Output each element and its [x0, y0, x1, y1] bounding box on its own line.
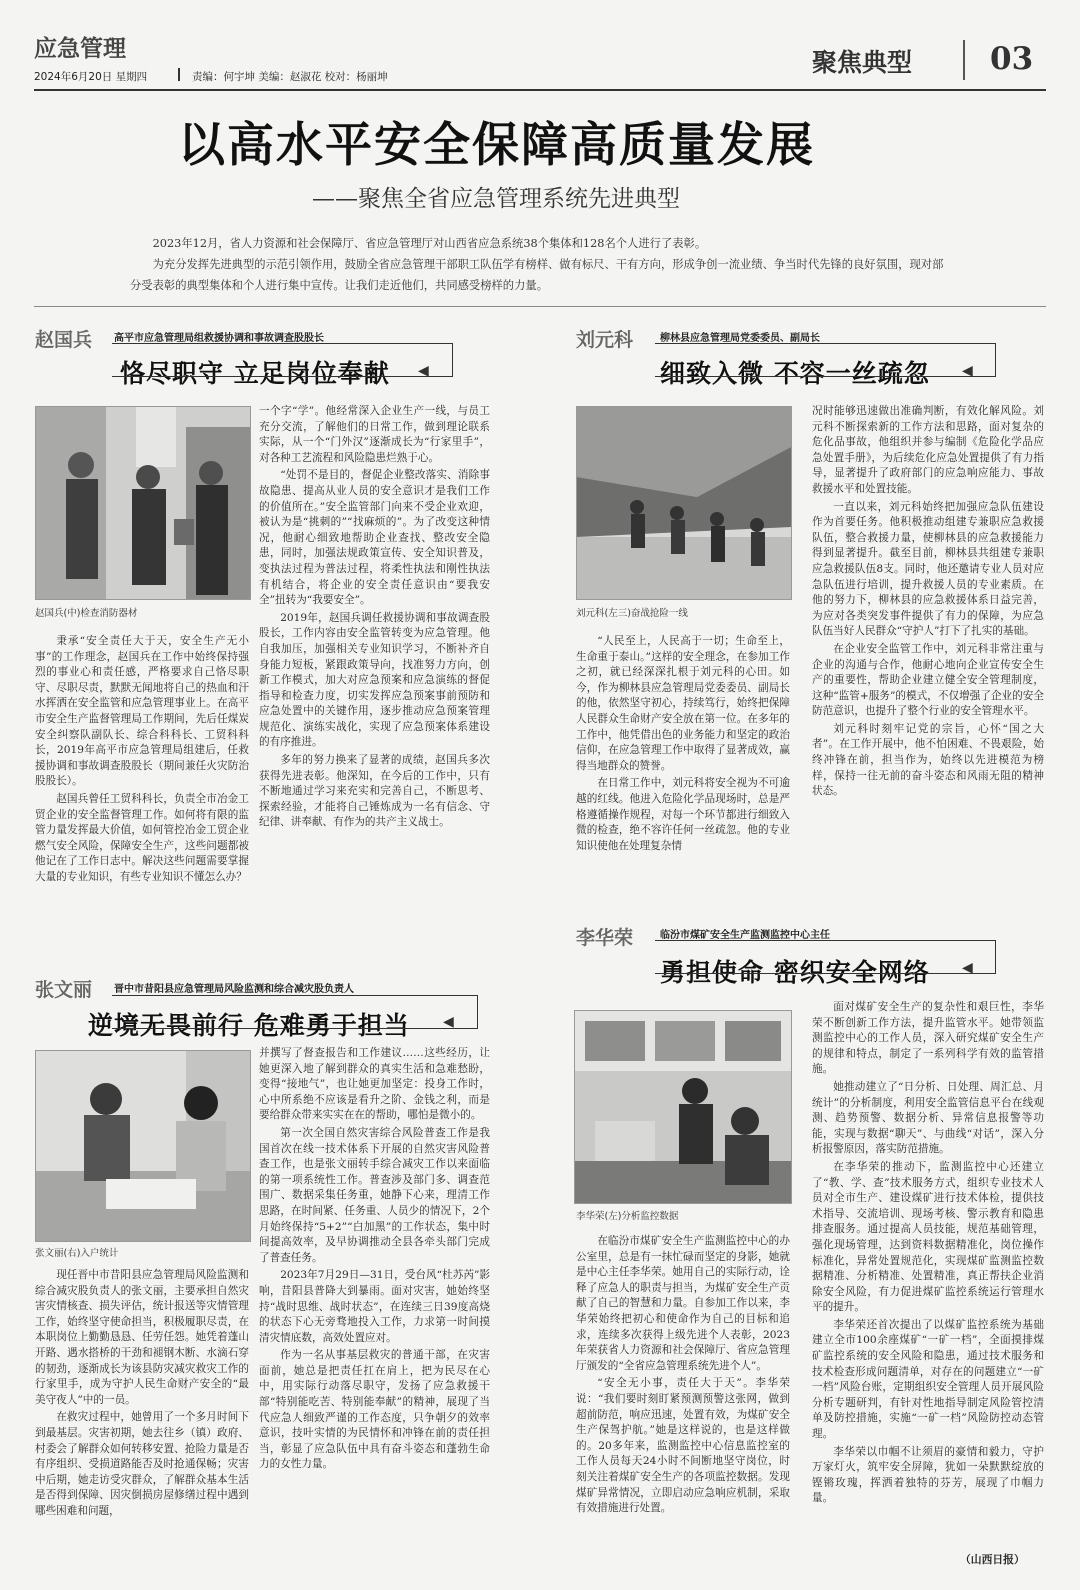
headline-bracket-zhao	[112, 343, 453, 377]
paragraph: 她推动建立了“日分析、日处理、周汇总、月统计”的分析制度，利用安全监管信息平台在线观测、趋势预警、数据分析、异常信息报警等功能，实现与数据“聊天”、与曲线“对话”，深入分析报警原因，落实防范措施。	[812, 1080, 1044, 1156]
paragraph: 第一次全国自然灾害综合风险普查工作是我国首次在线一技术体系下开展的自然灾害风险普查工作，也是张文丽转手综合减灾工作以来面临的第一项系统性工作。普查涉及部门多、调查范围广、数据采集任务重，她静下心来，理清工作思路，在时间紧、任务重、人员少的情况下，2个月始终保持“5+2”“白加黑”的工作状态，集中时间提高效率，及早协调推动全县各牵头部门完成了普查任务。	[259, 1126, 490, 1264]
paragraph: 作为一名从事基层救灾的普通干部，在灾害面前，她总是把责任扛在肩上，把为民尽在心中，用实际行动落尽职守，发扬了应急救援干部“特别能吃苦、特别能奉献”的精神，展现了当代应急人细致严谨的工作态度，只争朝夕的效率意识，技叶实情的为民情怀和冲锋在前的责任担当，彰显了应急队伍中具有奋斗姿态和蓬勃生命力的女性力量。	[259, 1349, 490, 1471]
paragraph: 李华荣以巾帼不让须眉的豪情和毅力，守护万家灯火，筑牢安全屏障，犹如一朵默默绽放的铿锵玫瑰，挥洒着独特的芬芳，展现了巾帼力量。	[812, 1445, 1044, 1505]
article-column-li-right	[812, 1000, 1044, 1552]
paragraph: 在救灾过程中，她曾用了一个多月时间下到最基层。灾害初期，她去往乡（镇）政府、村委会了解群众如何转移安置、抢险力量是否有序组织、受损道路能否及时抢通保畅；灾害中后期，她走访受灾群众，了解群众基本生活是否得到保障、因灾倒损房屋修缮过程中遇到哪些困难和问题，	[35, 1411, 249, 1517]
article-column-li-left	[576, 1234, 790, 1566]
photo-li	[574, 1010, 792, 1204]
article-column-liu-left	[576, 634, 790, 874]
paragraph: 面对煤矿安全生产的复杂性和艰巨性，李华荣不断创新工作方法，提升监管水平。她带领监测监控中心的工作人员，深入研究煤矿安全生产的规律和特点，制定了一系列科学有效的监管措施。	[812, 1001, 1044, 1076]
main-title: 以高水平安全保障高质量发展	[178, 118, 815, 173]
intro-paragraph-2: 为充分发挥先进典型的示范引领作用，鼓励全省应急管理干部职工队伍学有榜样、做有标尺、干有方向，形成争创一流业绩、争当时代先锋的良好氛围，现对部分受表彰的典型集体和个人进行集中宣传。让我们走近他们，共同感受榜样的力量。	[130, 258, 944, 292]
main-subtitle: ——聚焦全省应急管理系统先进典型	[312, 186, 680, 212]
paragraph: 2023年7月29日—31日，受台风“杜苏芮”影响，昔阳县普降大到暴雨。面对灾害，她始终坚持“战时思维、战时状态”，在连续三日39度高烧的状态下心无旁骛地投入工作，力求第一时间摸清灾情底数，高效处置应对。	[259, 1269, 490, 1344]
paragraph: 况时能够迅速做出准确判断，有效化解风险。刘元科不断探索新的工作方法和思路，面对复杂的危化品事故，他组织并参与编制《危险化学品应急处置手册》，为后续危化应急处置提供了有力指导，显著提升了政府部门的应急响应能力、事故救援水平和处置技能。	[812, 405, 1044, 495]
paragraph: 刘元科时刻牢记党的宗旨，心怀“国之大者”。在工作开展中，他不怕困难、不畏艰险，始终冲锋在前，担当作为，始终以先进模范为榜样，保持一往无前的奋斗姿态和风雨无阻的精神状态。	[812, 722, 1044, 798]
page-number: 03	[990, 41, 1034, 77]
profile-headline-li: 勇担使命 密织安全网络	[660, 958, 930, 987]
paragraph: 在李华荣的推动下，监测监控中心还建立了“教、学、查”技术服务方式，组织专业技术人员对全市生产、建设煤矿进行技术体检，提供技术指导、交流培训、现场考核、警示教育和隐患排查服务。通过提高人员技能，规范基础管理，强化现场管理，达到资料数据精准化，岗位操作标准化，异常处置规范化，实现煤矿监测监控数据精准、分析精准、处置精准，真正帮扶企业消除安全风险，有力促进煤矿监控系统运行管理水平的提升。	[812, 1160, 1044, 1314]
profile-position-liu: 柳林县应急管理局党委委员、副局长	[660, 333, 820, 344]
paragraph: 在日常工作中，刘元科将安全视为不可逾越的红线。他进入危险化学品现场时，总是严格遵循操作规程，对每一个环节都进行细致入微的检查，绝不容许任何一丝疏忽。他的专业知识使他在处理复杂情	[576, 777, 790, 852]
article-column-zhang-left	[35, 1268, 249, 1564]
paragraph: 秉承“安全责任大于天，安全生产无小事”的工作理念，赵国兵在工作中始终保持强烈的事业心和责任感，严格要求自己恪尽职守、尽职尽责，默默无闻地将自己的热血和汗水挥洒在安全监管和应急管理事业上。在高平市安全生产监督管理局工作期间，先后任煤炭安全纠察队副队长、综合科科长、工贸科科长，2019年高平市应急管理局组建后，任救援协调和事故调查股股长（期间兼任火灾防治股股长）。	[35, 635, 249, 788]
arrow-icon: ◀	[962, 960, 973, 976]
profile-name-zhao: 赵国兵	[35, 329, 93, 351]
profile-name-zhang: 张文丽	[35, 979, 93, 1001]
profile-position-zhao: 高平市应急管理局组救援协调和事故调查股股长	[114, 333, 324, 344]
paragraph: 并撰写了督查报告和工作建议……这些经历，让她更深入地了解到群众的真实生活和急难愁盼，变得“接地气”，也让她更加坚定：投身工作时，心中所系绝不应该是看升之阶、金钱之利，而是要给群众带来实实在在的帮助，哪怕是微小的。	[259, 1047, 490, 1122]
paragraph: 一个字“学”。他经常深入企业生产一线，与员工充分交流，了解他们的日常工作，做到理论联系实际，从一个“门外汉”逐渐成长为“行家里手”，对各种工艺流程和风险隐患烂熟于心。	[259, 405, 490, 464]
article-column-zhang-right	[259, 1046, 490, 1566]
arrow-icon: ◀	[962, 363, 973, 379]
paragraph: 2019年，赵国兵调任救援协调和事故调查股股长，工作内容由安全监管转变为应急管理。他自我加压，加强相关专业知识学习，不断补齐自身能力短板，紧跟政策导向，找准努力方向，创新工作模式，加大对应急预案和应急演练的督促指导和检查力度，切实发挥应急预案事前预防和应急处置中的关键作用，逐步推动应急预案管理规范化、演练实战化，实现了应急预案体系建设的有序推进。	[259, 611, 490, 749]
paragraph: “安全无小事，责任大于天”。李华荣说：“我们要时刻盯紧预测预警这张网，做到超前防范，响应迅速，处置有效，为煤矿安全生产保驾护航。”她是这样说的，也是这样做的。20多年来，监测监控中心信息监控室的工作人员每天24小时不间断地坚守岗位，时刻关注着煤矿安全生产的各项监控数据。发现煤矿异常情况，立即启动应急响应机制，采取有效措施进行处置。	[576, 1377, 790, 1515]
photo-caption-li: 李华荣(左)分析监控数据	[576, 1211, 679, 1222]
paragraph: 在临汾市煤矿安全生产监测监控中心的办公室里，总是有一抹忙碌而坚定的身影，她就是中心主任李华荣。她用自己的实际行动，诠释了应急人的职责与担当，为煤矿安全生产贡献了自己的智慧和力量。自参加工作以来，李华荣始终把初心和使命作为自己的目标和追求，连续多次获得上级先进个人表彰，2023年荣获省人力资源和社会保障厅、省应急管理厅颁发的“全省应急管理系统先进个人”。	[576, 1235, 790, 1372]
masthead-rule	[34, 89, 1046, 91]
paragraph: 多年的努力换来了显著的成绩，赵国兵多次获得先进表彰。他深知，在今后的工作中，只有不断地通过学习来充实和完善自己，不断思考、探索经验，才能将自己锤炼成为一名有信念、守纪律、讲奉献、有作为的共产主义战士。	[259, 754, 490, 829]
profile-position-li: 临汾市煤矿安全生产监测监控中心主任	[660, 930, 830, 941]
intro-paragraph-1: 2023年12月，省人力资源和社会保障厅、省应急管理厅对山西省应急系统38个集体和128名个人进行了表彰。	[152, 237, 707, 250]
profile-headline-liu: 细致入微 不容一丝疏忽	[660, 359, 930, 388]
intro-text	[130, 233, 950, 296]
profile-name-li: 李华荣	[576, 927, 634, 949]
date-line: 2024年6月20日 星期四	[34, 71, 148, 83]
staff-line: 责编：何宇坤 美编：赵淑花 校对：杨丽坤	[192, 71, 388, 83]
photo-zhang	[35, 1050, 251, 1242]
photo-caption-zhao: 赵国兵(中)检查消防器材	[35, 608, 138, 619]
section-name: 应急管理	[34, 35, 126, 62]
headline-bracket-liu	[655, 343, 996, 377]
source-credit: （山西日报）	[960, 1553, 1025, 1566]
profile-position-zhang: 晋中市昔阳县应急管理局风险监测和综合减灾股负责人	[114, 984, 354, 995]
headline-bracket-zhang	[112, 995, 478, 1029]
article-column-zhao-left	[35, 634, 249, 934]
photo-caption-zhang: 张文丽(右)入户统计	[35, 1248, 119, 1259]
profile-name-liu: 刘元科	[576, 329, 634, 351]
divider-bar	[178, 68, 180, 81]
photo-caption-liu: 刘元科(左三)奋战抢险一线	[576, 608, 688, 619]
paragraph: 一直以来，刘元科始终把加强应急队伍建设作为首要任务。他积极推动组建专兼职应急救援队伍，整合救援力量，使柳林县的应急救援能力得到显著提升。截至目前，柳林县共组建专兼职应急救援队伍8支。同时，他还邀请专业人员对应急队伍进行培训，提升救援人员的专业素质。在他的努力下，柳林县的应急救援体系日益完善，为应对各类突发事件提供了有力的保障，为应急队伍当好人民群众“守护人”打下了扎实的基础。	[812, 500, 1044, 638]
article-column-liu-right	[812, 404, 1044, 874]
profile-headline-zhao: 恪尽职守 立足岗位奉献	[120, 359, 390, 388]
paragraph: “处罚不是目的，督促企业整改落实、消除事故隐患、提高从业人员的安全意识才是我们工作的价值所在。”安全监管部门向来不受企业欢迎，被认为是“挑刺的”“找麻烦的”。为了改变这种情况，他耐心细致地帮助企业查找、整改安全隐患，同时，加强法规政策宣传、安全知识普及，变执法过程为普法过程，将柔性执法和刚性执法有机结合，将企业的安全责任意识由“要我安全”扭转为“我要安全”。	[259, 469, 490, 607]
arrow-icon: ◀	[443, 1014, 454, 1030]
paragraph: “人民至上，人民高于一切；生命至上，生命重于泰山。”这样的安全理念，在参加工作之初，就已经深深扎根于刘元科的心田。如今，作为柳林县应急管理局党委委员、副局长的他，依然坚守初心，持续笃行，始终把保障人民群众生命财产安全放在第一位。在多年的工作中，他凭借出色的业务能力和坚定的政治信仰，在应急管理工作中取得了显著成效，赢得当地群众的赞誉。	[576, 635, 790, 772]
paragraph: 在企业安全监管工作中，刘元科非常注重与企业的沟通与合作，他耐心地向企业宣传安全生产的重要性，帮助企业建立健全安全管理制度，这种“监管+服务”的模式，不仅增强了企业的安全防范意识，也提升了整个行业的安全管理水平。	[812, 642, 1044, 718]
column-divider	[963, 40, 965, 80]
intro-rule	[34, 306, 1046, 307]
article-column-zhao-right	[259, 404, 490, 934]
paragraph: 赵国兵曾任工贸科科长，负责全市冶金工贸企业的安全监督管理工作。如何将有限的监管力量发挥最大价值，如何管控冶金工贸企业燃气安全风险，保障安全生产，这些问题都被他记在了工作日志中。解决这些问题需要掌握大量的专业知识，有些专业知识不懂怎么办？	[35, 792, 249, 883]
arrow-icon: ◀	[418, 363, 429, 379]
paragraph: 现任晋中市昔阳县应急管理局风险监测和综合减灾股负责人的张文丽，主要承担自然灾害灾情核查、损失评估，统计报送等灾情管理工作，始终坚守使命担当，积极履职尽责，在本职岗位上勤勤恳恳、任劳任怨。她凭着蓬山开路、遇水搭桥的干劲和褪钢木断、水滴石穿的韧劲，逐渐成长为该县防灾减灾救灾工作的行家里手，成为守护人民生命财产安全的“最美守夜人”中的一员。	[35, 1269, 249, 1406]
headline-bracket-li	[655, 940, 996, 974]
photo-zhao	[35, 406, 251, 600]
profile-headline-zhang: 逆境无畏前行 危难勇于担当	[88, 1011, 410, 1040]
paragraph: 李华荣还首次提出了以煤矿监控系统为基础建立全市100余座煤矿“一矿一档”，全面摸排煤矿监控系统的安全风险和隐患，通过技术服务和技术检查形成问题清单，对存在的问题建立“一矿一档”风险台账，定期组织安全管理人员开展风险分析专题研判，有针对性地指导制定风险管控清单及防控措施，实施“一矿一档”风险防控动态管理。	[812, 1318, 1044, 1441]
column-name: 聚焦典型	[812, 48, 913, 77]
photo-liu	[576, 406, 792, 600]
